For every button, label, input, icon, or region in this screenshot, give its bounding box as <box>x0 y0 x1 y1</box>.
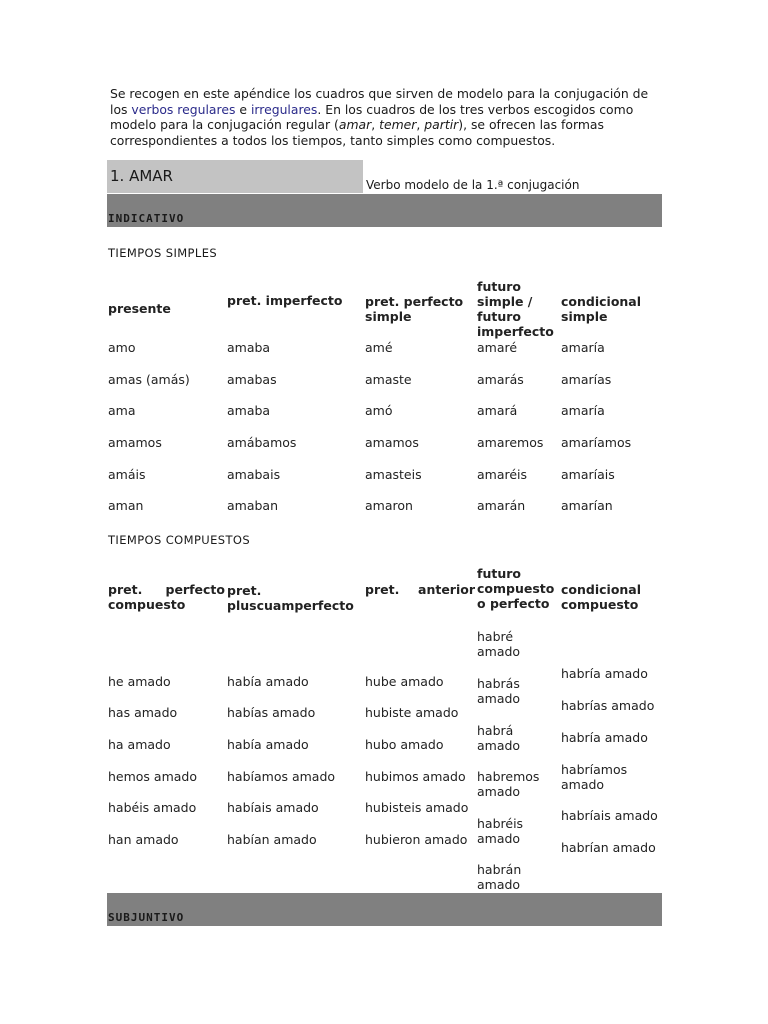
cell-futuro-simple: amarás <box>477 372 524 387</box>
cell-futuro-compuesto: habrás amado <box>477 676 521 706</box>
verb-subtitle: Verbo modelo de la 1.ª conjugación <box>366 178 580 192</box>
cell-presente: amo <box>108 340 136 355</box>
cell-pret-anterior: hubiste amado <box>365 705 459 720</box>
intro-em-partir: partir <box>424 117 459 132</box>
tiempos-compuestos-heading: TIEMPOS COMPUESTOS <box>108 533 251 547</box>
header-pret-imperfecto: pret. imperfecto <box>227 293 343 308</box>
cell-condicional-compuesto: habría amado <box>561 730 648 745</box>
subjuntivo-label: SUBJUNTIVO <box>108 911 185 924</box>
intro-text: , <box>416 117 425 132</box>
cell-pret-perfecto-compuesto: has amado <box>108 705 178 720</box>
cell-presente: amáis <box>108 467 146 482</box>
indicativo-bar <box>107 194 662 227</box>
cell-condicional-simple: amarías <box>561 372 612 387</box>
intro-paragraph <box>110 86 660 148</box>
cell-pret-pluscuamperfecto: habíais amado <box>227 800 319 815</box>
cell-presente: amamos <box>108 435 162 450</box>
cell-pret-anterior: hube amado <box>365 674 444 689</box>
cell-futuro-compuesto: habrán amado <box>477 862 522 892</box>
link-irregulares[interactable]: irregulares <box>250 101 318 117</box>
cell-pret-pluscuamperfecto: habían amado <box>227 832 317 847</box>
header-condicional-simple: condicional simple <box>561 294 642 324</box>
cell-pret-anterior: hubisteis amado <box>365 800 469 815</box>
intro-em-temer: temer <box>379 117 417 132</box>
cell-pret-perfecto-compuesto: ha amado <box>108 737 171 752</box>
header-pret-pluscuamperfecto: pret. pluscuamperfecto <box>227 583 354 613</box>
cell-pret-perfecto-simple: amamos <box>365 435 419 450</box>
header-futuro-compuesto: futuro compuesto o perfecto <box>477 566 555 611</box>
intro-text: Se recogen en este apéndice los cuadros que sirven de modelo para la conjugación de los <box>110 86 649 117</box>
cell-condicional-compuesto: habrías amado <box>561 698 655 713</box>
cell-pret-anterior: hubieron amado <box>365 832 468 847</box>
cell-condicional-simple: amaríamos <box>561 435 632 450</box>
cell-pret-imperfecto: amaba <box>227 403 271 418</box>
cell-pret-pluscuamperfecto: habías amado <box>227 705 316 720</box>
cell-pret-imperfecto: amábamos <box>227 435 297 450</box>
cell-condicional-simple: amaría <box>561 403 605 418</box>
subjuntivo-bar <box>107 893 662 926</box>
header-pret-perfecto-simple: pret. perfecto simple <box>365 294 464 324</box>
intro-text: , <box>371 117 380 132</box>
cell-futuro-simple: amaremos <box>477 435 544 450</box>
cell-pret-perfecto-simple: amasteis <box>365 467 422 482</box>
cell-pret-perfecto-compuesto: habéis amado <box>108 800 197 815</box>
cell-presente: amas (amás) <box>108 372 190 387</box>
cell-condicional-compuesto: habrían amado <box>561 840 656 855</box>
intro-text: ), se ofrecen las formas correspondientes a todos los tiempos, tanto simples como compuestos. <box>110 117 604 148</box>
cell-pret-perfecto-simple: amé <box>365 340 393 355</box>
link-verbos-regulares[interactable]: verbos regulares <box>131 101 236 117</box>
cell-pret-imperfecto: amaban <box>227 498 279 513</box>
tiempos-simples-heading: TIEMPOS SIMPLES <box>108 246 218 260</box>
header-condicional-compuesto: condicional compuesto <box>561 582 642 612</box>
cell-pret-perfecto-compuesto: han amado <box>108 832 179 847</box>
cell-condicional-compuesto: habríais amado <box>561 808 658 823</box>
verb-title: 1. AMAR <box>110 167 173 185</box>
cell-pret-anterior: hubimos amado <box>365 769 466 784</box>
cell-futuro-simple: amaréis <box>477 467 528 482</box>
cell-pret-perfecto-compuesto: hemos amado <box>108 769 198 784</box>
intro-text: e <box>235 101 251 117</box>
cell-pret-pluscuamperfecto: había amado <box>227 674 309 689</box>
cell-futuro-simple: amaré <box>477 340 518 355</box>
cell-pret-perfecto-simple: amaron <box>365 498 413 513</box>
header-pret-perfecto-compuesto: pret. perfecto compuesto <box>108 582 225 612</box>
cell-condicional-simple: amarían <box>561 498 613 513</box>
cell-presente: aman <box>108 498 144 513</box>
header-pret-anterior: pret. anterior <box>365 582 475 597</box>
cell-futuro-compuesto: habréis amado <box>477 816 524 846</box>
cell-pret-perfecto-simple: amó <box>365 403 393 418</box>
cell-pret-imperfecto: amabas <box>227 372 277 387</box>
header-futuro-simple: futuro simple / futuro imperfecto <box>477 279 554 339</box>
cell-condicional-simple: amaría <box>561 340 605 355</box>
cell-pret-pluscuamperfecto: había amado <box>227 737 309 752</box>
cell-pret-pluscuamperfecto: habíamos amado <box>227 769 336 784</box>
cell-condicional-compuesto: habríamos amado <box>561 762 628 792</box>
intro-em-amar: amar <box>338 117 372 132</box>
cell-condicional-simple: amaríais <box>561 467 615 482</box>
cell-futuro-simple: amarán <box>477 498 526 513</box>
intro-text: . En los cuadros de los tres verbos escogidos como modelo para la conjugación regular ( <box>110 101 634 132</box>
cell-futuro-simple: amará <box>477 403 518 418</box>
header-presente: presente <box>108 301 171 316</box>
cell-pret-anterior: hubo amado <box>365 737 444 752</box>
cell-pret-perfecto-compuesto: he amado <box>108 674 171 689</box>
cell-condicional-compuesto: habría amado <box>561 666 648 681</box>
cell-pret-perfecto-simple: amaste <box>365 372 412 387</box>
cell-pret-imperfecto: amabais <box>227 467 281 482</box>
indicativo-label: INDICATIVO <box>108 212 185 225</box>
cell-futuro-compuesto: habré amado <box>477 629 521 659</box>
cell-presente: ama <box>108 403 136 418</box>
cell-futuro-compuesto: habremos amado <box>477 769 540 799</box>
cell-futuro-compuesto: habrá amado <box>477 723 521 753</box>
cell-pret-imperfecto: amaba <box>227 340 271 355</box>
